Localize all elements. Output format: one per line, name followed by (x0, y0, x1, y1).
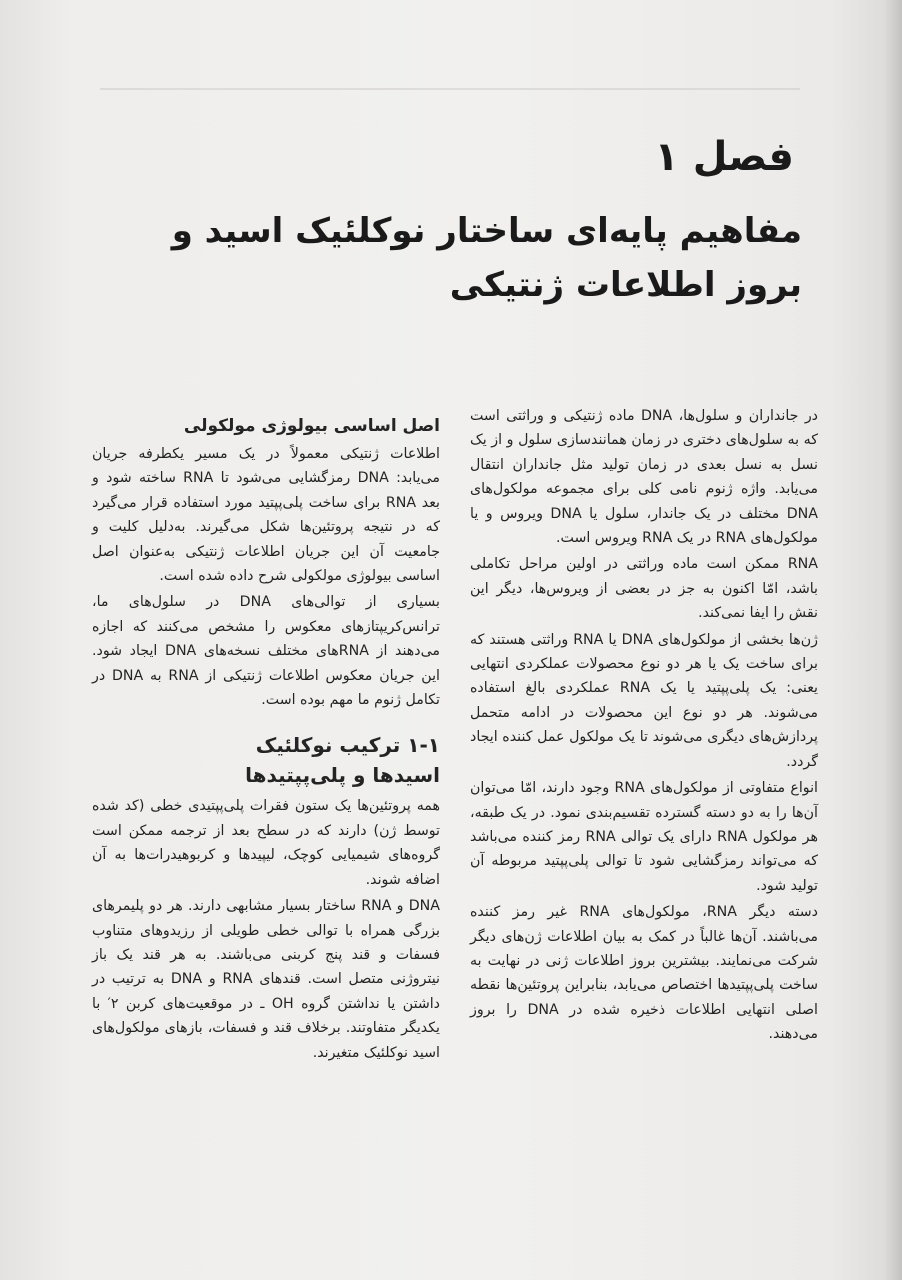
chapter-title: مفاهیم پایه‌ای ساختار نوکلئیک اسید و بروز اطلاعات ژنتیکی (171, 211, 802, 305)
paragraph: در جانداران و سلول‌ها، DNA ماده ژنتیکی و وراثتی است که به سلول‌های دختری در زمان همانندسازی سلول و از یک نسل به نسل بعدی در زمان تولید مثل جانداران انتقال می‌یابد. واژه ژنوم نامی کلی برای مجموعه مولکول‌های DNA مختلف در یک جاندار، سلول یا DNA ویروس و یا مولکول‌های RNA در یک RNA ویروس است. (470, 408, 818, 547)
paragraph: همه پروتئین‌ها یک ستون فقرات پلی‌پپتیدی خطی (کد شده توسط ژن) دارند که در سطح بعد از ترجمه ممکن است گروه‌های شیمیایی کوچک، لیپیدها و کربوهیدرات‌ها به آن اضافه شوند. (92, 798, 440, 888)
paragraph: DNA و RNA ساختار بسیار مشابهی دارند. هر دو پلیمرهای بزرگی همراه با توالی خطی طویلی از رزیدوهای متناوب فسفات و قند پنج کربنی می‌باشند. به هر قند یک باز نیتروژنی متصل است. قندهای RNA و DNA به ترتیب در داشتن یا نداشتن گروه OH ـ در موقعیت‌های کربن ۲′ با یکدیگر متفاوتند. برخلاف قند و فسفات، بازهای مولکول‌های اسید نوکلئیک متغیرند. (92, 898, 440, 1061)
right-column (470, 404, 818, 1047)
page-header-rule (100, 88, 800, 90)
left-column (92, 412, 440, 1065)
paragraph: RNA ممکن است ماده وراثتی در اولین مراحل تکاملی باشد، امّا اکنون به جز در بعضی از ویروس‌ها، دیگر این نقش را ایفا نمی‌کند. (470, 556, 818, 622)
book-spine-shadow (884, 0, 902, 1280)
section-heading: اصل اساسی بیولوژی مولکولی (183, 416, 440, 436)
paragraph: اطلاعات ژنتیکی معمولاً در یک مسیر یکطرفه جریان می‌یابد: DNA رمزگشایی می‌شود تا RNA ساخته شود و بعد RNA برای ساخت پلی‌پپتید مورد استفاده قرار می‌گیرد که در نتیجه پروتئین‌ها شکل می‌گیرند. به‌دلیل کلیت و جامعیت آن این جریان اطلاعات ژنتیکی به‌عنوان اصل اساسی بیولوژی مولکولی شرح داده شده است. (92, 446, 441, 585)
chapter-heading: فصل ۱ (654, 134, 794, 180)
paragraph: ژن‌ها بخشی از مولکول‌های DNA یا RNA وراثتی هستند که برای ساخت یک یا هر دو نوع محصولات عملکردی انتهایی یعنی: یک پلی‌پپتید یا یک RNA عملکردی بالغ استفاده می‌شوند. هر دو نوع این محصولات در ادامه متحمل پردازش‌های دیگری می‌شوند تا یک مولکول عمل کننده ایجاد گردد. (470, 631, 818, 770)
paragraph: دسته دیگر RNA، مولکول‌های RNA غیر رمز کننده می‌باشند. آن‌ها غالباً در کمک به بیان اطلاعات ژن‌های دیگر شرکت می‌نمایند. بیشترین بروز اطلاعات ژنی در نهایت به ساخت پلی‌پپتیدها اختصاص می‌یابد، بنابراین پروتئین‌ها نقطه اصلی انتهایی اطلاعات ذخیره شده در DNA را بروز می‌دهند. (470, 904, 818, 1043)
numbered-section-heading: ۱-۱ ترکیب نوکلئیک اسیدها و پلی‌پپتیدها (245, 733, 440, 788)
paragraph: بسیاری از توالی‌های DNA در سلول‌های ما، ترانس‌کریپتازهای معکوس را مشخص می‌کنند که اجازه می‌دهند از RNAهای مختلف نسخه‌های DNA ایجاد شود. این جریان معکوس اطلاعات ژنتیکی از RNA به DNA در تکامل ژنوم ما مهم بوده است. (92, 594, 441, 709)
paragraph: انواع متفاوتی از مولکول‌های RNA وجود دارند، امّا می‌توان آن‌ها را به دو دسته گسترده تقسیم‌بندی نمود. در یک طبقه، هر مولکول RNA دارای یک توالی RNA رمز کننده می‌باشد که می‌تواند رمزگشایی شود تا توالی پلی‌پپتید مربوطه آن تولید شود. (470, 780, 818, 894)
